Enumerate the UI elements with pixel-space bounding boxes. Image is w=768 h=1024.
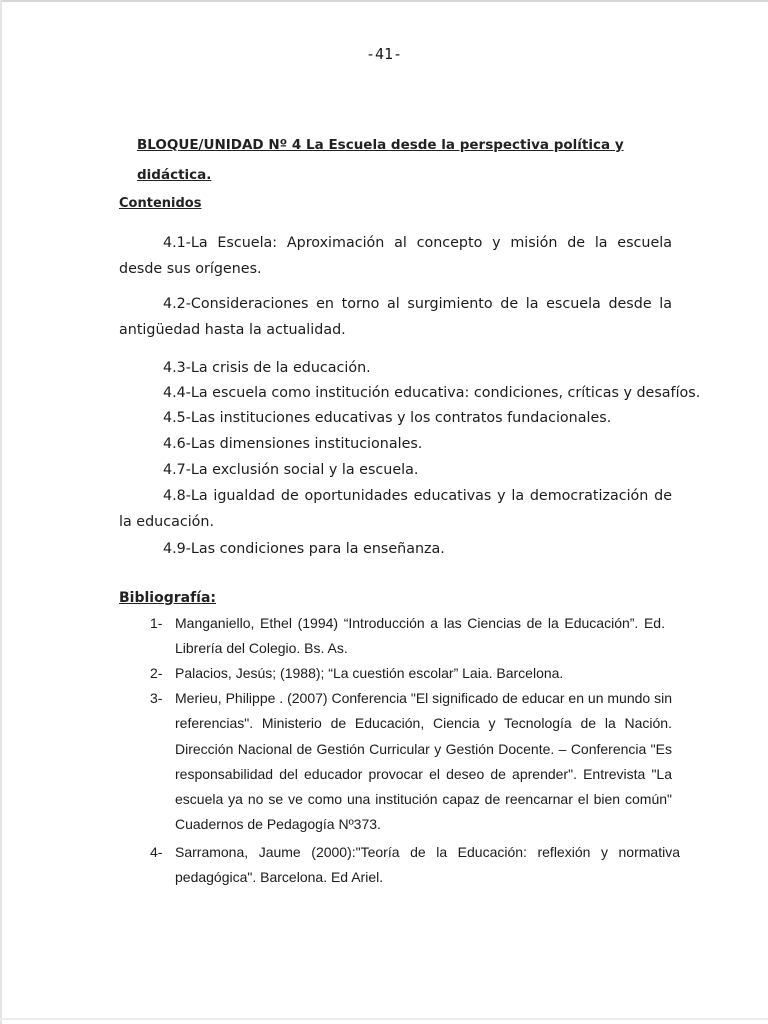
content-item: 4.1-La Escuela: Aproximación al concepto y misión de la escuela desde sus orígenes. — [119, 235, 672, 277]
content-item: 4.3-La crisis de la educación. — [163, 360, 371, 376]
content-item: 4.2-Consideraciones en torno al surgimiento de la escuela desde la antigüedad hasta la actualidad. — [119, 296, 672, 338]
bibliography-number: 2- — [150, 665, 163, 681]
content-item: 4.6-Las dimensiones institucionales. — [163, 436, 423, 452]
bibliography-text: Merieu, Philippe . (2007) Conferencia "El significado de educar en un mundo sin referencias". Ministerio de Educación, Ciencia y Tecnología de la Nación. Dirección Nacional de Gestión Curricular y Gestión Docente. – Conferencia "Es responsabilidad del educador provocar el deseo de aprender". Entrevista "La escuela ya no se ve como una institución capaz de reencarnar el bien común" Cuadernos de Pedagogía Nº373. — [175, 690, 672, 833]
bibliography-entry — [150, 686, 680, 838]
unit-heading: BLOQUE/UNIDAD Nº 4 La Escuela desde la perspectiva política y didáctica. — [137, 137, 624, 183]
scan-bottom-edge — [0, 1018, 768, 1020]
bibliography-number: 3- — [150, 690, 163, 706]
bibliography-text: Sarramona, Jaume (2000):"Teoría de la Educación: reflexión y normativa pedagógica". Barcelona. Ed Ariel. — [175, 844, 680, 886]
content-item: 4.9-Las condiciones para la enseñanza. — [163, 541, 445, 557]
bibliography-text: Palacios, Jesús; (1988); “La cuestión escolar” Laia. Barcelona. — [175, 665, 564, 681]
content-item: 4.5-Las instituciones educativas y los contratos fundacionales. — [163, 410, 612, 426]
content-item: 4.8-La igualdad de oportunidades educativas y la democratización de la educación. — [119, 488, 672, 530]
scan-top-edge — [0, 0, 768, 2]
bibliography-entry — [150, 840, 680, 892]
contenidos-title: Contenidos — [119, 196, 202, 211]
bibliography-text: Manganiello, Ethel (1994) “Introducción a las Ciencias de la Educación”. Ed. Librería del Colegio. Bs. As. — [175, 615, 665, 657]
bibliography-entry — [150, 661, 680, 687]
content-item: 4.4-La escuela como institución educativa: condiciones, críticas y desafíos. — [163, 385, 701, 401]
bibliography-entry — [150, 611, 680, 663]
bibliography-number: 1- — [150, 615, 163, 631]
content-item: 4.7-La exclusión social y la escuela. — [163, 462, 419, 478]
bibliography-number: 4- — [150, 844, 163, 860]
page-number: -41- — [365, 45, 403, 63]
bibliografia-title: Bibliografía: — [119, 590, 217, 606]
scan-left-edge — [0, 0, 2, 1024]
